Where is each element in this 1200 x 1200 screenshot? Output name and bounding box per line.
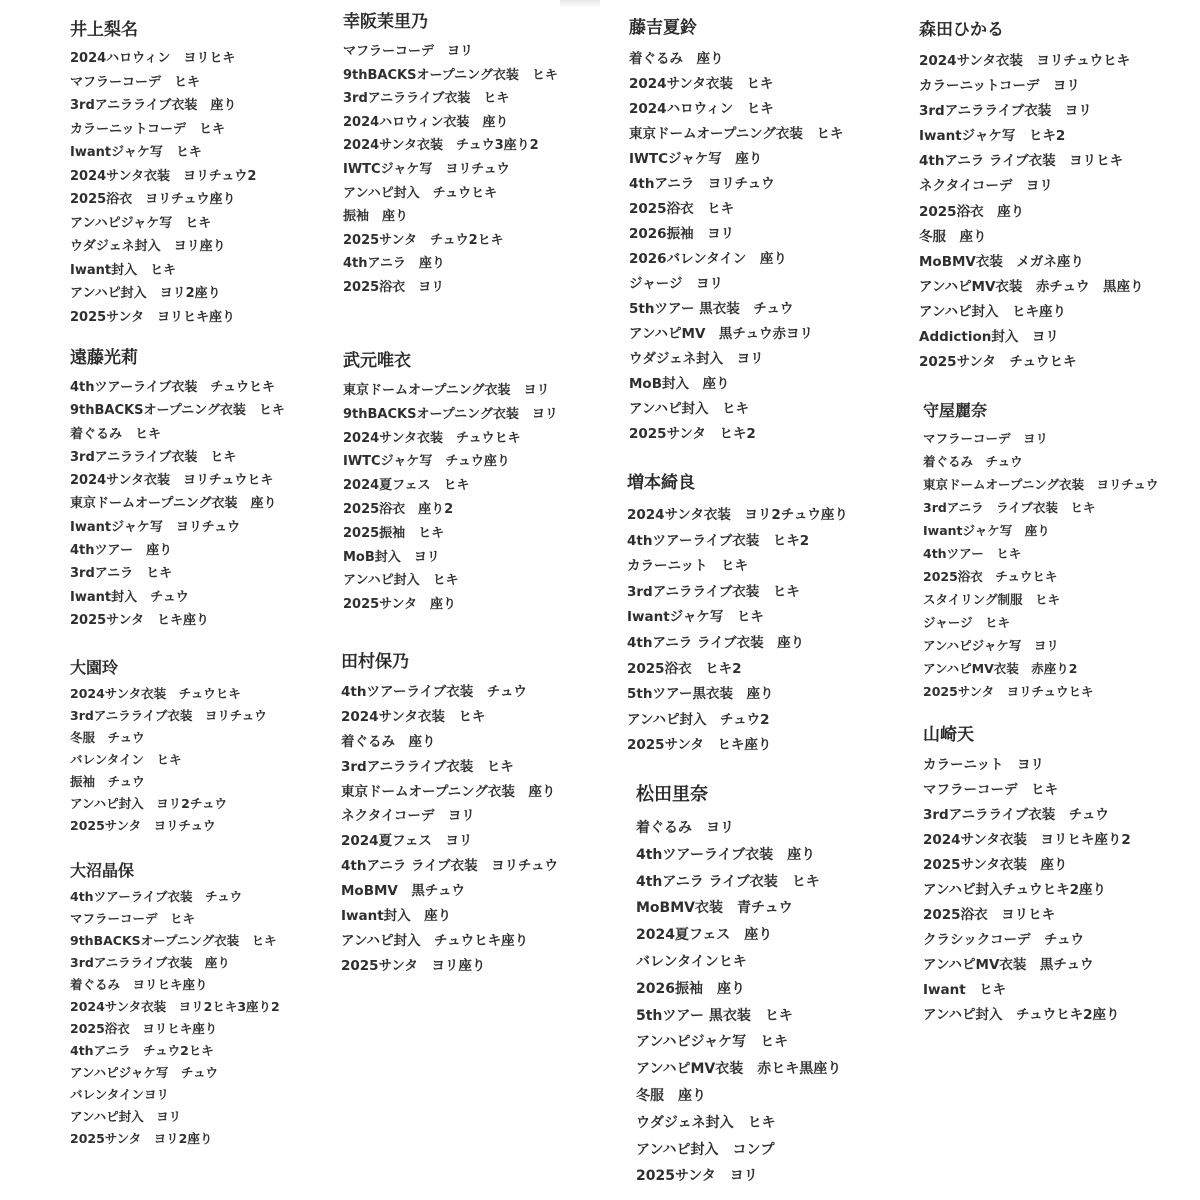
list-item: アンハピ封入 ヒキ	[343, 573, 459, 589]
list-item: Iwantジャケ写 ヨリチュウ	[70, 519, 241, 535]
item-list	[70, 891, 280, 1155]
list-item: 4thツアー 座り	[70, 543, 173, 559]
list-item: 9thBACKSオープニング衣装 ヨリ	[343, 406, 558, 422]
list-item: 2025サンタ ヨリ2座り	[70, 1131, 213, 1146]
list-item: 4thツアーライブ衣装 チュウ	[70, 889, 243, 904]
list-item: ネクタイコーデ ヨリ	[919, 178, 1053, 195]
list-item: 3rdアニラライブ衣装 ヒキ	[627, 583, 800, 600]
list-item: MoB封入 ヨリ	[343, 549, 440, 565]
item-list	[629, 53, 843, 453]
item-list	[343, 384, 558, 622]
list-item: 2024夏フェス 座り	[636, 927, 773, 944]
list-item: MoBMV衣装 メガネ座り	[919, 253, 1084, 270]
member-block-fujiyoshi	[629, 20, 843, 453]
list-item: 9thBACKSオープニング衣装 ヒキ	[70, 933, 277, 948]
list-item: 2024サンタ衣装 チュウ3座り2	[343, 138, 539, 154]
member-name: 武元唯衣	[343, 351, 411, 371]
list-item: 2024夏フェス ヨリ	[341, 833, 473, 850]
list-item: 着ぐるみ 座り	[629, 51, 724, 67]
list-item: Iwant封入 チュウ	[70, 589, 189, 605]
list-item: アンハピMV衣装 赤ヒキ黒座り	[636, 1061, 842, 1078]
list-item: 9thBACKSオープニング衣装 ヒキ	[70, 403, 285, 419]
list-item: 2026バレンタイン 座り	[629, 251, 787, 267]
list-item: 東京ドームオープニング衣装 座り	[341, 783, 556, 800]
list-item: IWTCジャケ写 ヨリチュウ	[343, 161, 510, 177]
list-item: 3rdアニラ ライブ衣装 ヒキ	[923, 500, 1096, 515]
list-item: 冬服 座り	[919, 228, 987, 245]
list-item: MoB封入 座り	[629, 376, 730, 392]
list-item: アンハピジャケ写 ヒキ	[636, 1034, 789, 1051]
list-item: 2024サンタ衣装 チュウヒキ	[70, 686, 241, 701]
list-item: 4thツアーライブ衣装 チュウ	[341, 684, 527, 700]
list-item: アンハピMV衣装 黒チュウ	[923, 957, 1094, 973]
item-list	[627, 509, 848, 765]
member-block-morita	[919, 22, 1144, 381]
list-item: ウダジェネ封入 ヨリ	[629, 351, 764, 367]
top-shadow	[560, 0, 600, 8]
member-block-yamasaki	[923, 727, 1131, 1034]
list-item: 3rdアニラライブ衣装 チュウ	[923, 807, 1109, 823]
list-item: 3rdアニラライブ衣装 ヒキ	[341, 758, 514, 775]
list-item: 2025サンタ衣装 座り	[923, 857, 1068, 873]
list-item: 東京ドームオープニング衣装 座り	[70, 496, 277, 512]
list-item: 着ぐるみ ヨリヒキ座り	[70, 977, 208, 992]
list-item: 2025浴衣 ヨリヒキ	[923, 907, 1056, 923]
list-item: 2024サンタ衣装 ヨリ2ヒキ3座り2	[70, 999, 280, 1014]
list-item: 2025サンタ ヨリチュウヒキ	[923, 684, 1094, 699]
list-item: 2024サンタ衣装 チュウヒキ	[343, 430, 521, 446]
member-name: 井上梨名	[70, 20, 138, 40]
member-name: 藤吉夏鈴	[629, 18, 697, 38]
item-list	[70, 52, 256, 334]
list-item: 2025サンタ ヨリ	[636, 1168, 758, 1185]
list-item: アンハピ封入チュウヒキ2座り	[923, 882, 1107, 898]
member-name: 遠藤光莉	[70, 348, 138, 368]
list-item: アンハピ封入 ヒキ	[629, 401, 750, 417]
member-name: 増本綺良	[627, 473, 695, 493]
list-item: 3rdアニラライブ衣装 ヨリチュウ	[70, 708, 267, 723]
list-item: ウダジェネ封入 ヨリ座り	[70, 239, 226, 254]
list-item: 2025浴衣 ヨリヒキ座り	[70, 1021, 218, 1036]
list-item: 2025浴衣 ヒキ	[629, 201, 735, 217]
list-item: カラーニットコーデ ヨリ	[919, 78, 1080, 95]
list-item: 2025サンタ ヨリ座り	[341, 957, 486, 974]
list-item: IWTCジャケ写 座り	[629, 151, 763, 167]
list-item: 2025サンタ ヒキ2	[629, 426, 756, 442]
member-name: 山崎天	[923, 725, 974, 745]
list-item: 3rdアニラ ヒキ	[70, 566, 173, 582]
list-item: 2025サンタ ヒキ座り	[627, 737, 772, 754]
list-item: カラーニット ヒキ	[627, 558, 748, 575]
list-item: アンハピMV衣装 赤チュウ 黒座り	[919, 278, 1144, 295]
list-item: 2024サンタ衣装 ヨリチュウ2	[70, 168, 257, 184]
list-item: 5thツアー黒衣装 座り	[627, 686, 774, 703]
list-item: 4thツアーライブ衣装 ヒキ2	[627, 532, 810, 549]
list-item: 2024夏フェス ヒキ	[343, 478, 470, 494]
list-item: 2024ハロウィン ヒキ	[629, 101, 774, 117]
list-item: 東京ドームオープニング衣装 ヒキ	[629, 126, 844, 142]
list-item: マフラーコーデ ヒキ	[70, 911, 196, 926]
list-item: 2025サンタ ヨリヒキ座り	[70, 309, 236, 325]
list-item: マフラーコーデ ヒキ	[923, 782, 1058, 798]
list-item: 4thアニラ ライブ衣装 ヒキ	[636, 873, 820, 890]
list-item: 冬服 チュウ	[70, 730, 145, 745]
member-name: 森田ひかる	[919, 20, 1004, 40]
list-item: 2024ハロウィン衣装 座り	[343, 114, 509, 130]
list-item: カラーニットコーデ ヒキ	[70, 121, 225, 137]
list-item: 着ぐるみ ヨリ	[636, 820, 734, 836]
list-item: 2025サンタ チュウヒキ	[919, 354, 1077, 371]
item-list	[70, 381, 285, 637]
list-item: アンハピジャケ写 チュウ	[70, 1065, 219, 1080]
member-block-tamura	[341, 654, 558, 985]
list-item: バレンタイン ヒキ	[70, 752, 182, 767]
list-item: アンハピ封入 チュウヒキ2座り	[923, 1007, 1120, 1023]
list-item: 東京ドームオープニング衣装 ヨリチュウ	[923, 477, 1159, 492]
list-item: 2025浴衣 座り2	[343, 501, 454, 517]
list-item: 2024サンタ衣装 ヨリ2チュウ座り	[627, 507, 848, 523]
list-item: カラーニット ヨリ	[923, 757, 1044, 773]
list-item: 2024サンタ衣装 ヨリチュウヒキ	[70, 473, 274, 489]
list-item: 4thアニラ ヨリチュウ	[629, 176, 775, 192]
list-item: アンハピ封入 チュウ2	[627, 711, 770, 728]
item-list	[341, 686, 558, 985]
list-item: Iwantジャケ写 座り	[923, 523, 1050, 538]
list-item: 2025浴衣 チュウヒキ	[923, 569, 1058, 584]
list-item: アンハピ封入 ヒキ座り	[919, 303, 1067, 320]
list-item: 4thアニラ ライブ衣装 座り	[627, 634, 805, 651]
list-item: 2024サンタ衣装 ヒキ	[341, 708, 486, 725]
list-item: 着ぐるみ 座り	[341, 733, 436, 750]
member-block-matsuda	[636, 786, 841, 1196]
list-item: アンハピ封入 チュウヒキ座り	[341, 932, 529, 949]
list-item: 2026振袖 ヨリ	[629, 226, 735, 242]
list-item: 2025浴衣 ヒキ2	[627, 660, 742, 677]
list-item: Iwant ヒキ	[923, 982, 1007, 998]
list-item: IWTCジャケ写 チュウ座り	[343, 454, 510, 470]
list-item: Iwantジャケ写 ヒキ	[627, 609, 764, 626]
list-item: バレンタインヨリ	[70, 1087, 169, 1102]
list-item: 2024サンタ衣装 ヨリチュウヒキ	[919, 53, 1131, 69]
list-item: 2025サンタ 座り	[343, 597, 457, 613]
member-name: 幸阪茉里乃	[343, 12, 428, 32]
list-item: Iwantジャケ写 ヒキ2	[919, 128, 1066, 145]
list-item: ジャージ ヨリ	[629, 276, 723, 292]
member-block-ozono	[70, 660, 267, 842]
list-item: クラシックコーデ チュウ	[923, 932, 1085, 948]
member-name: 守屋麗奈	[923, 401, 988, 420]
list-item: 2024ハロウィン ヨリヒキ	[70, 51, 236, 66]
member-block-endo	[70, 350, 285, 637]
member-block-onuma	[70, 863, 280, 1155]
list-item: 3rdアニラライブ衣装 座り	[70, 98, 237, 113]
list-item: 4thアニラ 座り	[343, 256, 445, 272]
list-item: 2025浴衣 ヨリ	[343, 279, 445, 295]
list-item: アンハピ封入 ヨリ2座り	[70, 286, 221, 301]
member-block-takemoto	[343, 353, 558, 622]
list-item: Iwant封入 ヒキ	[70, 262, 177, 278]
member-block-kousaka	[343, 14, 558, 305]
list-item: 4thアニラ ライブ衣装 ヨリチュウ	[341, 858, 558, 875]
list-item: 4thツアーライブ衣装 座り	[636, 846, 816, 863]
list-item: 3rdアニラライブ衣装 ヒキ	[343, 91, 510, 107]
list-item: Iwant封入 座り	[341, 908, 452, 925]
list-item: 3rdアニラライブ衣装 ヒキ	[70, 449, 237, 465]
list-item: ジャージ ヒキ	[923, 615, 1011, 630]
list-item: アンハピ封入 ヨリ2チュウ	[70, 796, 227, 811]
member-block-inoue	[70, 22, 256, 334]
item-list	[919, 55, 1144, 381]
member-block-masumoto	[627, 475, 848, 765]
list-item: MoBMV衣装 青チュウ	[636, 900, 793, 917]
member-name: 大沼晶保	[70, 861, 135, 880]
list-item: 3rdアニラライブ衣装 ヨリ	[919, 103, 1092, 120]
list-item: スタイリング制服 ヒキ	[923, 592, 1061, 607]
item-list	[923, 433, 1158, 709]
member-name: 田村保乃	[341, 652, 409, 672]
member-name: 松田里奈	[636, 784, 708, 805]
list-item: マフラーコーデ ヨリ	[923, 431, 1049, 446]
list-item: Iwantジャケ写 ヒキ	[70, 145, 202, 160]
list-item: アンハピジャケ写 ヨリ	[923, 638, 1059, 653]
list-item: 2025浴衣 ヨリチュウ座り	[70, 192, 236, 207]
list-item: 3rdアニラライブ衣装 座り	[70, 955, 230, 970]
list-item: 着ぐるみ チュウ	[923, 454, 1023, 469]
list-item: 4thツアー ヒキ	[923, 546, 1022, 561]
list-item: アンハピ封入 チュウヒキ	[343, 185, 498, 201]
list-item: アンハピ封入 コンプ	[636, 1141, 775, 1158]
list-item: アンハピ封入 ヨリ	[70, 1109, 182, 1124]
list-item: 4thアニラ チュウ2ヒキ	[70, 1043, 214, 1058]
list-item: 振袖 チュウ	[70, 774, 145, 789]
list-item: 9thBACKSオープニング衣装 ヒキ	[343, 67, 558, 83]
member-name: 大園玲	[70, 658, 119, 677]
list-item: マフラーコーデ ヒキ	[70, 74, 201, 90]
list-item: アンハピジャケ写 ヒキ	[70, 215, 212, 231]
list-item: バレンタインヒキ	[636, 953, 747, 970]
member-block-moriya	[923, 403, 1158, 709]
list-item: 東京ドームオープニング衣装 ヨリ	[343, 383, 550, 398]
list-item: 5thツアー 黒衣装 チュウ	[629, 301, 794, 317]
list-item: 2024サンタ衣装 ヨリヒキ座り2	[923, 832, 1131, 848]
item-list	[923, 759, 1131, 1034]
list-item: ウダジェネ封入 ヒキ	[636, 1114, 776, 1131]
list-item: 4thアニラ ライブ衣装 ヨリヒキ	[919, 153, 1124, 170]
list-item: アンハピMV 黒チュウ赤ヨリ	[629, 326, 813, 342]
list-item: 2025サンタ チュウ2ヒキ	[343, 232, 504, 248]
list-item: 2026振袖 座り	[636, 980, 745, 997]
list-item: 振袖 座り	[343, 209, 409, 225]
list-item: 5thツアー 黒衣装 ヒキ	[636, 1007, 793, 1024]
list-item: 2024サンタ衣装 ヒキ	[629, 76, 774, 92]
list-item: 2025振袖 ヒキ	[343, 525, 445, 541]
list-item: ネクタイコーデ ヨリ	[341, 808, 475, 825]
item-list	[70, 688, 267, 842]
list-item: 2025サンタ ヨリチュウ	[70, 818, 216, 833]
list-item: マフラーコーデ ヨリ	[343, 44, 474, 59]
item-list	[636, 821, 841, 1196]
list-item: 2025サンタ ヒキ座り	[70, 612, 210, 628]
list-item: Addiction封入 ヨリ	[919, 329, 1059, 346]
list-item: 4thツアーライブ衣装 チュウヒキ	[70, 380, 275, 395]
list-item: 着ぐるみ ヒキ	[70, 426, 162, 442]
item-list	[343, 45, 558, 305]
list-item: 2025浴衣 座り	[919, 203, 1025, 220]
list-item: 冬服 座り	[636, 1087, 706, 1104]
list-item: アンハピMV衣装 赤座り2	[923, 661, 1078, 676]
list-item: MoBMV 黒チュウ	[341, 883, 465, 900]
